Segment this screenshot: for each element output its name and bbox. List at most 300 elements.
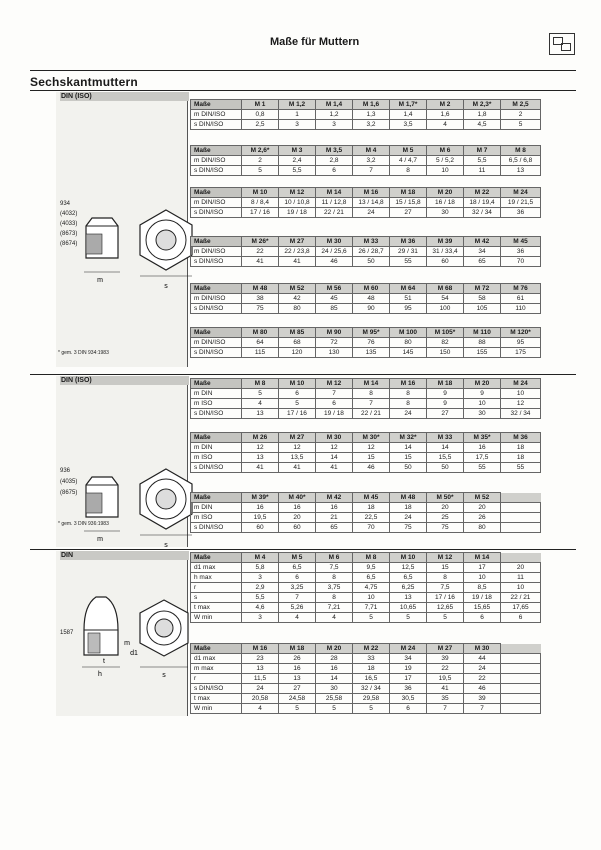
- table-cell: 33: [353, 654, 390, 664]
- table-cell: 5: [242, 166, 279, 176]
- table-cell: M 35*: [464, 433, 501, 443]
- table-cell: M 6: [316, 553, 353, 563]
- table-cell: 88: [464, 338, 501, 348]
- table-row: [191, 513, 541, 523]
- table-cell: M 60: [353, 284, 390, 294]
- section-rule: [30, 90, 576, 91]
- row-label: Maße: [191, 328, 242, 338]
- table-cell: 6: [279, 573, 316, 583]
- table-cell: 145: [390, 348, 427, 358]
- table-cell: 65: [316, 523, 353, 533]
- table-cell: [501, 674, 541, 684]
- table-cell: 39: [464, 694, 501, 704]
- table-cell: 25: [427, 513, 464, 523]
- table-cell: 2,9: [242, 583, 279, 593]
- row-label: s DIN/ISO: [191, 208, 242, 218]
- table-cell: M 33: [353, 237, 390, 247]
- table-cell: 150: [427, 348, 464, 358]
- table-cell: 31 / 33,4: [427, 247, 464, 257]
- table-cell: [501, 664, 541, 674]
- table-cell: 3: [242, 613, 279, 623]
- table-cell: 4,5: [464, 120, 501, 130]
- standard-number: (4033): [60, 221, 78, 227]
- row-label: s DIN/ISO: [191, 463, 242, 473]
- table-header-row: [191, 100, 541, 110]
- table-header-row: [191, 328, 541, 338]
- table-cell: 7,5: [427, 583, 464, 593]
- table-row: [191, 654, 541, 664]
- row-label: m DIN/ISO: [191, 247, 242, 257]
- row-label: m max: [191, 664, 242, 674]
- table-cell: 13 / 14,8: [353, 198, 390, 208]
- table-cell: 50: [390, 463, 427, 473]
- table-cell: 72: [316, 338, 353, 348]
- table-row: [191, 304, 541, 314]
- table-cell: 17,5: [464, 453, 501, 463]
- table-cell: 10,65: [390, 603, 427, 613]
- table-cell: M 56: [316, 284, 353, 294]
- dimension-label: h: [98, 671, 102, 678]
- table-cell: 1,3: [353, 110, 390, 120]
- table-cell: M 27: [279, 433, 316, 443]
- row-label: Maße: [191, 100, 242, 110]
- table-cell: 19 / 21,5: [501, 198, 541, 208]
- table-cell: 24: [464, 664, 501, 674]
- table-cell: 3: [279, 120, 316, 130]
- table-cell: 4: [427, 120, 464, 130]
- table-cell: M 27: [279, 237, 316, 247]
- row-label: Maße: [191, 644, 242, 654]
- table-cell: 5,26: [279, 603, 316, 613]
- table-cell: M 2,6*: [242, 146, 279, 156]
- table-cell: 1,8: [464, 110, 501, 120]
- table-cell: 6,5 / 6,8: [501, 156, 541, 166]
- table-cell: M 4: [242, 553, 279, 563]
- table-row: [191, 338, 541, 348]
- table-cell: 5,5: [279, 166, 316, 176]
- table-cell: 6: [316, 399, 353, 409]
- table-cell: 10: [427, 166, 464, 176]
- table-cell: 20: [427, 503, 464, 513]
- table-cell: M 18: [279, 644, 316, 654]
- table-cell: 10: [353, 593, 390, 603]
- table-cell: M 1,6: [353, 100, 390, 110]
- table-cell: 51: [390, 294, 427, 304]
- table-cell: M 48: [390, 493, 427, 503]
- table-row: [191, 156, 541, 166]
- table-cell: 12,5: [390, 563, 427, 573]
- table-cell: 60: [279, 523, 316, 533]
- page-title: Maße für Muttern: [270, 36, 360, 48]
- section-rule: [30, 374, 576, 375]
- row-label: s DIN/ISO: [191, 348, 242, 358]
- table-cell: 6,25: [390, 583, 427, 593]
- table-row: [191, 613, 541, 623]
- table-cell: 50: [353, 257, 390, 267]
- table-cell: 20: [464, 503, 501, 513]
- table-cell: 7: [353, 166, 390, 176]
- row-label: r: [191, 583, 242, 593]
- table-cell: 22: [464, 674, 501, 684]
- standard-number: (4032): [60, 211, 78, 217]
- table-cell: M 120*: [501, 328, 541, 338]
- table-cell: 6: [316, 166, 353, 176]
- table-cell: M 22: [353, 644, 390, 654]
- table-cell: M 5: [390, 146, 427, 156]
- table-row: [191, 704, 541, 714]
- table-cell: M 48: [242, 284, 279, 294]
- table-cell: 3,5: [390, 120, 427, 130]
- table-cell: 5: [279, 399, 316, 409]
- table-cell: 7,5: [316, 563, 353, 573]
- table-cell: M 72: [464, 284, 501, 294]
- table-cell: 1,4: [390, 110, 427, 120]
- table-cell: 17 / 16: [242, 208, 279, 218]
- table-cell: M 52: [279, 284, 316, 294]
- section-title: Sechskantmuttern: [30, 75, 138, 89]
- table-cell: M 20: [316, 644, 353, 654]
- table-cell: 7: [316, 389, 353, 399]
- table-cell: 12: [279, 443, 316, 453]
- dimension-label: s: [164, 283, 168, 290]
- cap-nut-drawing: [74, 585, 199, 685]
- row-label: m ISO: [191, 399, 242, 409]
- table-cell: 8: [316, 573, 353, 583]
- table-cell: 14: [316, 453, 353, 463]
- table-cell: M 1,2: [279, 100, 316, 110]
- table-header-row: [191, 188, 541, 198]
- table-cell: 105: [464, 304, 501, 314]
- table-cell: 16: [279, 664, 316, 674]
- table-cell: M 20: [464, 379, 501, 389]
- footnote: * gem. 3 DIN 934:1983: [58, 350, 109, 356]
- table-cell: 30,5: [390, 694, 427, 704]
- row-label: s DIN/ISO: [191, 257, 242, 267]
- table-cell: 39: [427, 654, 464, 664]
- row-label: d1 max: [191, 563, 242, 573]
- size-table: [190, 236, 541, 267]
- table-cell: 8: [427, 573, 464, 583]
- table-cell: 7,71: [353, 603, 390, 613]
- row-label: Maße: [191, 188, 242, 198]
- row-label: Maße: [191, 379, 242, 389]
- table-cell: 13: [242, 409, 279, 419]
- row-label: s DIN/ISO: [191, 304, 242, 314]
- table-cell: 13: [279, 674, 316, 684]
- table-cell: 76: [353, 338, 390, 348]
- hex-nut-drawing: [74, 196, 199, 296]
- table-cell: M 2,3*: [464, 100, 501, 110]
- table-cell: M 22: [464, 188, 501, 198]
- table-cell: 5: [427, 613, 464, 623]
- table-row: [191, 247, 541, 257]
- table-cell: M 42: [464, 237, 501, 247]
- table-cell: 6,5: [353, 573, 390, 583]
- table-cell: M 2: [427, 100, 464, 110]
- table-cell: 7: [279, 593, 316, 603]
- table-cell: 9,5: [353, 563, 390, 573]
- table-header-row: [191, 284, 541, 294]
- table-cell: [501, 704, 541, 714]
- row-label: t max: [191, 694, 242, 704]
- table-cell: 16: [464, 443, 501, 453]
- table-row: [191, 294, 541, 304]
- table-cell: 41: [279, 463, 316, 473]
- table-cell: M 24: [501, 188, 541, 198]
- table-cell: [501, 694, 541, 704]
- dimension-label: s: [164, 542, 168, 549]
- row-label: m ISO: [191, 453, 242, 463]
- table-cell: 7,21: [316, 603, 353, 613]
- table-cell: 17: [464, 563, 501, 573]
- table-cell: 10 / 10,8: [279, 198, 316, 208]
- table-row: [191, 573, 541, 583]
- table-cell: 36: [501, 247, 541, 257]
- table-cell: 36: [390, 684, 427, 694]
- row-label: s DIN/ISO: [191, 120, 242, 130]
- table-cell: 60: [427, 257, 464, 267]
- table-cell: 23: [242, 654, 279, 664]
- table-cell: M 36: [501, 433, 541, 443]
- table-row: [191, 443, 541, 453]
- table-cell: 8: [390, 389, 427, 399]
- table-cell: M 42: [316, 493, 353, 503]
- table-cell: 95: [501, 338, 541, 348]
- table-cell: M 52: [464, 493, 501, 503]
- row-label: r: [191, 674, 242, 684]
- table-cell: 11: [501, 573, 541, 583]
- table-cell: 26: [464, 513, 501, 523]
- table-cell: 11,5: [242, 674, 279, 684]
- table-row: [191, 409, 541, 419]
- table-cell: 28: [316, 654, 353, 664]
- table-cell: 30: [464, 409, 501, 419]
- table-cell: 80: [279, 304, 316, 314]
- table-cell: 110: [501, 304, 541, 314]
- table-cell: M 26*: [242, 237, 279, 247]
- table-cell: 85: [316, 304, 353, 314]
- table-cell: 55: [464, 463, 501, 473]
- table-cell: M 1,4: [316, 100, 353, 110]
- table-cell: 70: [501, 257, 541, 267]
- table-cell: M 90: [316, 328, 353, 338]
- row-label: s DIN/ISO: [191, 684, 242, 694]
- table-cell: 16 / 18: [427, 198, 464, 208]
- table-cell: 7: [353, 399, 390, 409]
- table-cell: M 26: [242, 433, 279, 443]
- dimension-label: m: [97, 277, 103, 284]
- table-cell: M 64: [390, 284, 427, 294]
- size-table: [190, 492, 541, 533]
- table-cell: [501, 684, 541, 694]
- table-cell: 12: [242, 443, 279, 453]
- table-cell: 80: [464, 523, 501, 533]
- standard-number: (8675): [60, 490, 78, 496]
- table-cell: 32 / 34: [501, 409, 541, 419]
- table-cell: 8: [390, 166, 427, 176]
- table-cell: M 14: [316, 188, 353, 198]
- table-cell: M 50*: [427, 493, 464, 503]
- table-row: [191, 463, 541, 473]
- table-cell: 175: [501, 348, 541, 358]
- table-header-row: [191, 379, 541, 389]
- table-cell: 24: [353, 208, 390, 218]
- table-cell: 18: [501, 453, 541, 463]
- table-cell: 13: [501, 166, 541, 176]
- table-cell: 41: [242, 257, 279, 267]
- table-cell: 2: [242, 156, 279, 166]
- table-cell: 12: [501, 399, 541, 409]
- table-cell: 55: [501, 463, 541, 473]
- table-cell: 17,65: [501, 603, 541, 613]
- table-row: [191, 453, 541, 463]
- row-label: Maße: [191, 493, 242, 503]
- table-cell: 5,8: [242, 563, 279, 573]
- table-cell: 15,5: [427, 453, 464, 463]
- table-row: [191, 664, 541, 674]
- table-cell: 1,6: [427, 110, 464, 120]
- table-cell: 3,2: [353, 120, 390, 130]
- table-row: [191, 603, 541, 613]
- table-row: [191, 389, 541, 399]
- table-cell: 32 / 34: [464, 208, 501, 218]
- table-cell: M 6: [427, 146, 464, 156]
- table-cell: 60: [242, 523, 279, 533]
- table-cell: 18: [390, 503, 427, 513]
- table-cell: 19,5: [427, 674, 464, 684]
- row-label: t max: [191, 603, 242, 613]
- table-cell: 13: [390, 593, 427, 603]
- table-cell: 21: [316, 513, 353, 523]
- table-cell: 26: [279, 654, 316, 664]
- table-cell: [501, 644, 541, 654]
- table-cell: 135: [353, 348, 390, 358]
- row-label: m DIN/ISO: [191, 110, 242, 120]
- table-cell: M 32*: [390, 433, 427, 443]
- table-cell: 6: [279, 389, 316, 399]
- table-cell: 15 / 15,8: [390, 198, 427, 208]
- standard-number: 1587: [60, 630, 74, 636]
- table-cell: 15: [390, 453, 427, 463]
- table-cell: 4: [279, 613, 316, 623]
- table-cell: 29 / 31: [390, 247, 427, 257]
- table-cell: 5 / 5,2: [427, 156, 464, 166]
- table-cell: 30: [427, 208, 464, 218]
- table-header-row: [191, 644, 541, 654]
- table-cell: M 1: [242, 100, 279, 110]
- table-cell: 54: [427, 294, 464, 304]
- table-cell: 10: [501, 583, 541, 593]
- table-cell: 26 / 28,7: [353, 247, 390, 257]
- table-cell: M 1,7*: [390, 100, 427, 110]
- table-cell: 30: [316, 684, 353, 694]
- table-cell: 17 / 16: [427, 593, 464, 603]
- table-row: [191, 503, 541, 513]
- table-cell: 27: [390, 208, 427, 218]
- table-row: [191, 257, 541, 267]
- table-cell: 3,25: [279, 583, 316, 593]
- table-cell: 19 / 18: [316, 409, 353, 419]
- table-cell: 2,5: [242, 120, 279, 130]
- table-cell: M 14: [464, 553, 501, 563]
- row-label: Maße: [191, 237, 242, 247]
- row-label: W min: [191, 704, 242, 714]
- table-cell: 5: [353, 704, 390, 714]
- table-cell: 5,5: [464, 156, 501, 166]
- table-cell: 22,5: [353, 513, 390, 523]
- table-cell: 8: [316, 593, 353, 603]
- table-cell: M 24: [501, 379, 541, 389]
- table-cell: M 3: [279, 146, 316, 156]
- table-cell: 34: [464, 247, 501, 257]
- table-row: [191, 348, 541, 358]
- table-cell: 6,5: [390, 573, 427, 583]
- table-cell: 11: [464, 166, 501, 176]
- table-cell: M 45: [353, 493, 390, 503]
- table-cell: [501, 654, 541, 664]
- table-cell: 7: [464, 704, 501, 714]
- table-cell: 9: [427, 389, 464, 399]
- standard-number: (8674): [60, 241, 78, 247]
- table-cell: 3,2: [353, 156, 390, 166]
- table-cell: 3: [316, 120, 353, 130]
- size-table: [190, 432, 541, 473]
- table-cell: M 33: [427, 433, 464, 443]
- table-cell: 48: [353, 294, 390, 304]
- table-cell: 4: [242, 399, 279, 409]
- standard-number: (8673): [60, 231, 78, 237]
- table-cell: 75: [242, 304, 279, 314]
- table-cell: M 12: [316, 379, 353, 389]
- row-label: m DIN: [191, 443, 242, 453]
- table-cell: 12: [353, 443, 390, 453]
- table-row: [191, 198, 541, 208]
- table-cell: [501, 503, 541, 513]
- dimension-label: t: [103, 658, 105, 665]
- table-cell: 45: [316, 294, 353, 304]
- table-cell: 34: [390, 654, 427, 664]
- table-cell: M 18: [427, 379, 464, 389]
- table-cell: M 5: [279, 553, 316, 563]
- row-label: m DIN: [191, 389, 242, 399]
- size-table: [190, 643, 541, 714]
- table-cell: 15: [353, 453, 390, 463]
- table-cell: M 16: [390, 379, 427, 389]
- table-cell: 19 / 18: [464, 593, 501, 603]
- table-cell: M 16: [242, 644, 279, 654]
- row-label: s DIN/ISO: [191, 409, 242, 419]
- table-cell: [501, 493, 541, 503]
- table-cell: M 30: [464, 644, 501, 654]
- table-cell: [501, 523, 541, 533]
- table-cell: M 8: [353, 553, 390, 563]
- table-cell: 22: [242, 247, 279, 257]
- table-cell: M 3,5: [316, 146, 353, 156]
- table-cell: M 4: [353, 146, 390, 156]
- table-cell: 130: [316, 348, 353, 358]
- table-cell: 2: [501, 110, 541, 120]
- footnote: * gem. 3 DIN 936:1983: [58, 521, 109, 527]
- table-cell: 46: [316, 257, 353, 267]
- size-table: [190, 552, 541, 623]
- table-cell: 46: [353, 463, 390, 473]
- table-cell: 65: [464, 257, 501, 267]
- table-cell: 10: [464, 399, 501, 409]
- table-cell: 9: [427, 399, 464, 409]
- table-cell: 5: [390, 613, 427, 623]
- table-cell: 5: [279, 704, 316, 714]
- row-label: m DIN/ISO: [191, 198, 242, 208]
